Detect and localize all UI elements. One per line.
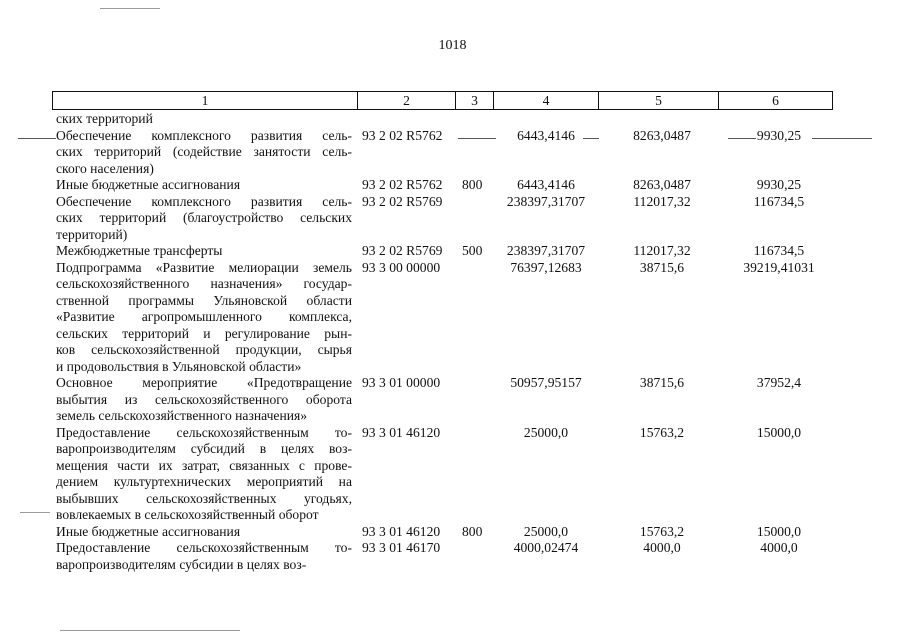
row-value-col6: 4000,0 (760, 540, 798, 555)
row-name (56, 540, 352, 573)
row-name (56, 128, 352, 178)
row-value-col4: 6443,4146 (517, 177, 575, 192)
scan-line-col5 (728, 138, 756, 139)
row-name (56, 524, 352, 541)
row-code: 93 2 02 R5762 (362, 177, 443, 192)
row-value-col4: 238397,31707 (506, 193, 586, 209)
row-kind: 800 (462, 523, 483, 539)
row-name (56, 243, 352, 260)
table-row (0, 540, 905, 573)
row-name-line: ского населения) (56, 160, 154, 176)
column-header-row (52, 91, 833, 110)
row-value-col5: 112017,32 (633, 193, 691, 209)
row-code: 93 3 01 46120 (362, 424, 441, 440)
row-value-col6: 9930,25 (756, 127, 802, 143)
row-value-col5: 38715,6 (639, 259, 685, 275)
row-name-line: Иные бюджетные ассигнования (56, 523, 241, 539)
row-code: 93 3 01 46170 (362, 540, 441, 555)
row-name (56, 111, 352, 128)
row-code: 93 2 02 R5769 (362, 243, 443, 258)
row-code: 93 3 00 00000 (362, 259, 441, 275)
row-value-col5: 15763,2 (639, 523, 685, 539)
row-name-line: территорий) (56, 226, 128, 242)
row-name (56, 194, 352, 244)
row-value-col5: 8263,0487 (633, 177, 691, 192)
row-value-col6: 37952,4 (756, 375, 802, 390)
row-value-col4: 25000,0 (523, 523, 569, 539)
row-value-col4: 76397,12683 (510, 259, 582, 275)
row-value-col5: 15763,2 (639, 424, 685, 440)
row-value-col5: 38715,6 (639, 375, 685, 390)
row-name-line: варопроизводителям субсидии в целях воз- (56, 556, 307, 572)
row-kind: 800 (462, 177, 483, 192)
row-name-line: вовлекаемых в сельскохозяйственный оборот (56, 507, 319, 522)
row-value-col6: 116734,5 (753, 193, 805, 209)
table-row (0, 425, 905, 524)
row-name-line: сельскохозяйственного назначения» государ- (56, 276, 352, 291)
row-name (56, 425, 352, 524)
page-number: 1018 (438, 38, 467, 53)
row-name-line: варопроизводителям субсидий в целях воз- (56, 441, 352, 456)
row-name (56, 260, 352, 376)
row-value-col5: 112017,32 (633, 243, 691, 258)
row-code: 93 2 02 R5769 (362, 193, 443, 209)
row-name-line: ских территорий (56, 111, 153, 126)
row-name-line: выбывших сельскохозяйственных угодьях, (56, 490, 352, 506)
row-name (56, 177, 352, 194)
row-code: 93 3 01 00000 (362, 375, 441, 390)
row-value-col4: 4000,02474 (513, 540, 579, 555)
column-header-2: 2 (358, 92, 456, 110)
row-code: 93 2 02 R5762 (362, 127, 443, 143)
column-header-1: 1 (53, 92, 358, 110)
table-row (0, 111, 905, 128)
scan-line-right (812, 138, 872, 139)
row-name-line: ственной программы Ульяновской области (56, 292, 352, 308)
row-kind: 500 (462, 243, 483, 258)
row-name-line: Основное мероприятие «Предотвращение (56, 375, 352, 390)
row-value-col6: 39219,41031 (743, 259, 815, 275)
row-name-line: Обеспечение комплексного развития сель- (56, 127, 352, 143)
table-row (0, 375, 905, 425)
row-value-col5: 8263,0487 (633, 127, 691, 143)
row-name-line: Межбюджетные трансферты (56, 243, 223, 258)
row-name-line: земель сельскохозяйственного назначения» (56, 408, 308, 423)
row-value-col6: 15000,0 (756, 424, 802, 440)
row-name-line: сельских территорий и регулирование рын- (56, 325, 352, 341)
column-header-3: 3 (456, 92, 494, 110)
scan-speck-left (20, 512, 50, 513)
row-value-col6: 116734,5 (753, 243, 805, 258)
row-code: 93 3 01 46120 (362, 523, 441, 539)
row-name-line: мещения части их затрат, связанных с прове- (56, 457, 352, 473)
row-value-col5: 4000,0 (643, 540, 681, 555)
row-name-line: ских территорий (благоустройство сельских (56, 210, 352, 225)
row-name-line: Обеспечение комплексного развития сель- (56, 193, 352, 209)
scan-line-left (18, 138, 56, 139)
row-name-line: ских территорий (содействие занятости сель- (56, 144, 352, 159)
row-value-col4: 50957,95157 (510, 375, 582, 390)
row-value-col6: 15000,0 (756, 523, 802, 539)
row-name-line: «Развитие агропромышленного комплекса, (56, 309, 352, 324)
row-name-line: Предоставление сельскохозяйственным то- (56, 424, 352, 440)
scan-speck-top (100, 8, 160, 9)
table-row (0, 260, 905, 376)
column-header-6: 6 (719, 92, 833, 110)
table-row (0, 243, 905, 260)
row-value-col4: 6443,4146 (517, 127, 575, 143)
row-name-line: Подпрограмма «Развитие мелиорации земель (56, 259, 352, 275)
table-row (0, 177, 905, 194)
scan-speck-bottom (60, 630, 240, 631)
scan-line-col4 (583, 138, 599, 139)
column-header-5: 5 (599, 92, 719, 110)
row-name (56, 375, 352, 425)
table-row (0, 128, 905, 178)
row-name-line: выбытия из сельскохозяйственного оборота (56, 391, 352, 407)
row-name-line: Предоставление сельскохозяйственным то- (56, 540, 352, 555)
row-name-line: ков сельскохозяйственной продукции, сырья (56, 342, 352, 357)
column-header-4: 4 (494, 92, 599, 110)
row-value-col4: 25000,0 (523, 424, 569, 440)
row-value-col6: 9930,25 (756, 177, 802, 192)
scan-line-mid (458, 138, 496, 139)
row-name-line: дением культуртехнических мероприятий на (56, 474, 352, 489)
row-value-col4: 238397,31707 (506, 243, 586, 258)
row-name-line: и продовольствия в Ульяновской области» (56, 358, 302, 374)
table-row (0, 194, 905, 244)
row-name-line: Иные бюджетные ассигнования (56, 177, 241, 192)
table-row (0, 524, 905, 541)
